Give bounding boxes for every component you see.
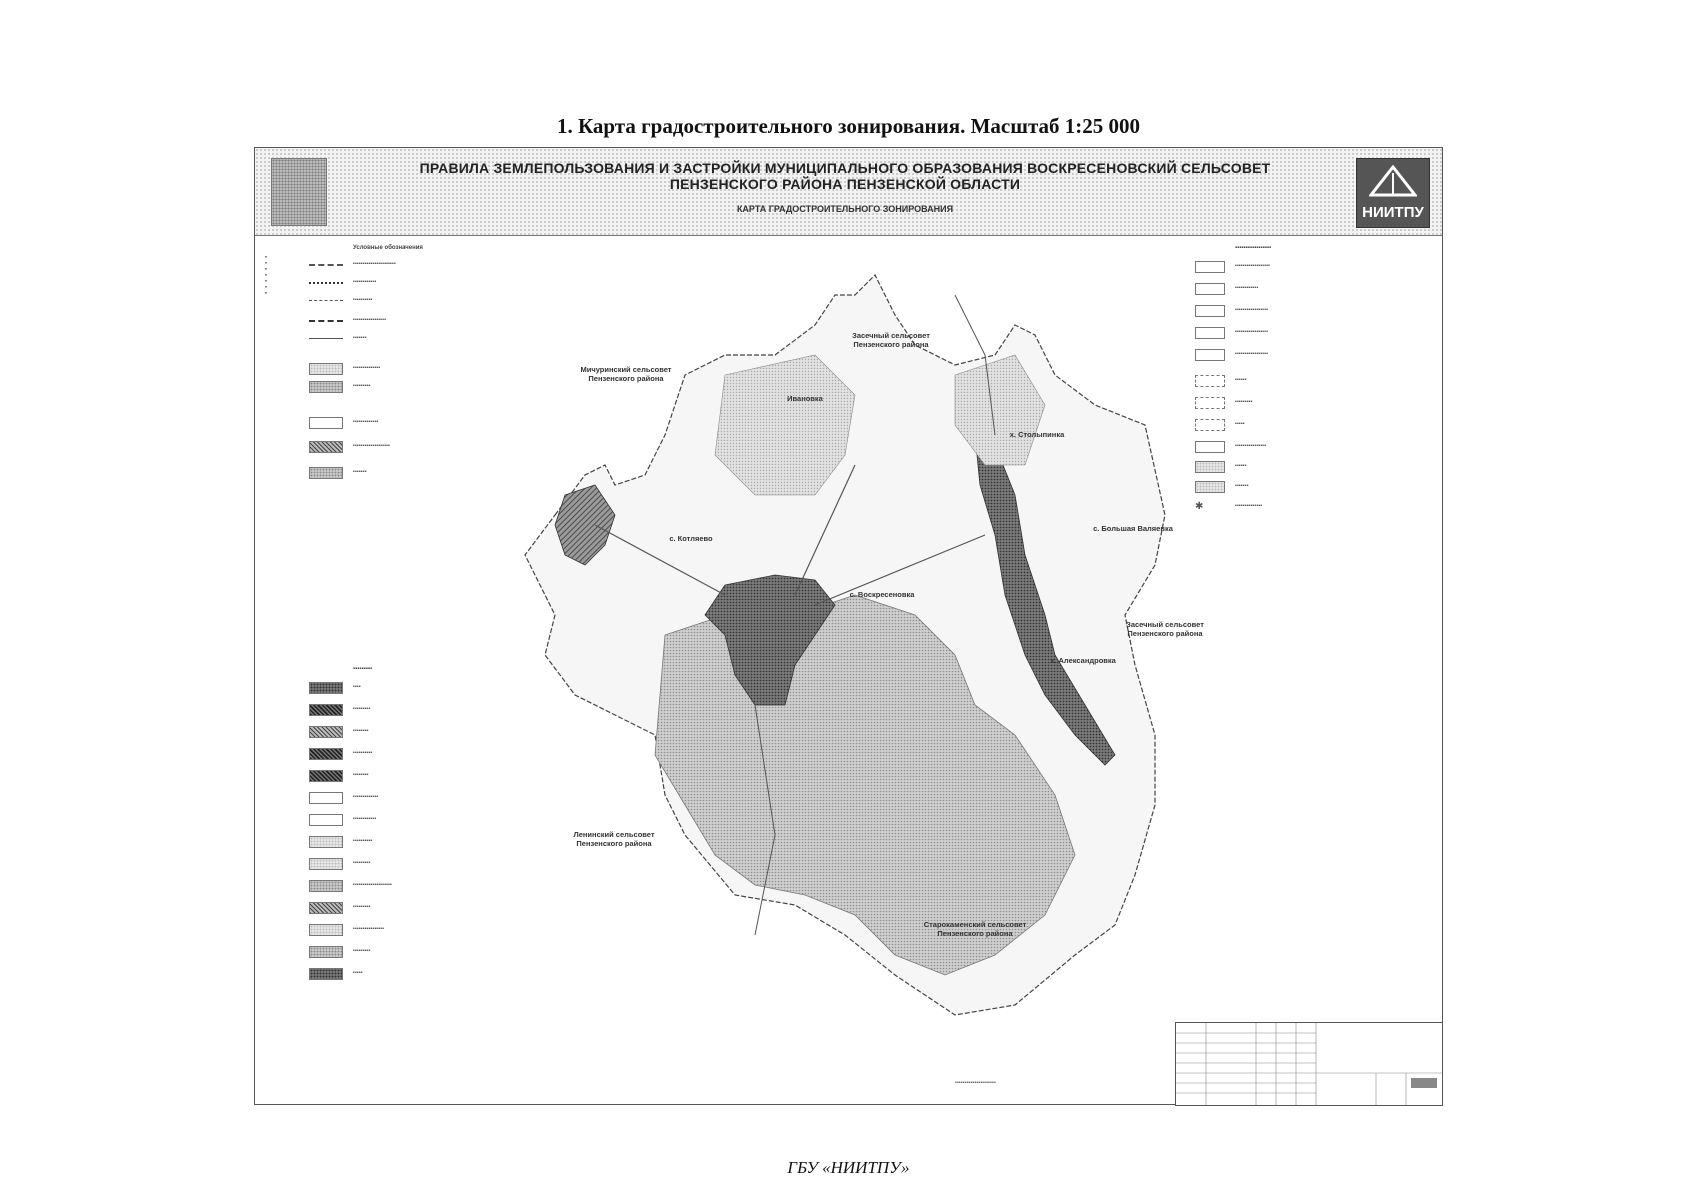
legend-label: ▪▪▪▪▪▪	[1235, 377, 1247, 383]
label-bolshaya-valyaevka: с. Большая Валяевка	[1093, 524, 1173, 533]
legend-label: ▪▪▪▪▪▪▪▪▪▪▪▪▪▪▪▪▪	[1235, 307, 1269, 313]
map-area	[255, 235, 1444, 1105]
coat-of-arms-icon	[271, 158, 327, 226]
sheet-title	[395, 160, 1295, 192]
legend-label: ▪▪▪▪▪▪▪▪▪▪▪▪▪▪▪▪	[1235, 443, 1267, 449]
legend-label: ▪▪▪▪▪▪▪	[1235, 483, 1249, 489]
legend-label: ▪▪▪▪▪▪▪▪▪	[353, 383, 371, 389]
legend-label: ▪▪▪▪▪▪▪▪▪	[353, 904, 371, 910]
legend-label: ▪▪▪▪▪▪	[1235, 463, 1247, 469]
legend-label: ▪▪▪▪▪▪▪▪▪▪▪▪▪▪▪▪▪	[1235, 329, 1269, 335]
legend-label: ▪▪▪▪▪▪▪▪▪	[353, 860, 371, 866]
legend-label: ▪▪▪▪▪▪▪▪	[353, 772, 369, 778]
legend-label: ▪▪▪▪▪	[353, 970, 363, 976]
legend-label: ▪▪▪▪▪▪▪▪▪	[353, 706, 371, 712]
label-ivanovka: Ивановка	[787, 394, 823, 403]
legend-label: ▪▪▪▪▪▪▪▪▪▪▪▪▪▪	[1235, 503, 1263, 509]
map-sheet	[254, 147, 1443, 1105]
legend-label: ▪▪▪▪▪▪▪▪▪▪▪▪▪▪▪▪▪▪▪▪▪▪	[353, 261, 396, 267]
legend-label: ▪▪▪▪▪▪▪▪▪▪▪▪	[1235, 285, 1259, 291]
legend-label: ▪▪▪▪▪▪▪▪▪▪	[353, 750, 373, 756]
legend-label: ▪▪▪▪▪▪▪▪▪▪	[353, 838, 373, 844]
legend-label: ▪▪▪▪▪▪▪	[353, 335, 367, 341]
legend-label: ▪▪▪▪▪▪▪▪▪▪▪▪▪▪▪▪▪▪▪	[353, 443, 391, 449]
legend-label: ▪▪▪▪▪▪▪▪▪▪▪▪▪	[353, 794, 379, 800]
legend-label: ▪▪▪▪▪▪▪▪▪▪▪▪▪▪▪▪▪▪	[1235, 263, 1271, 269]
legend-label: ▪▪▪▪▪▪▪▪▪▪	[353, 297, 373, 303]
legend-label: ▪▪▪▪▪▪▪▪▪	[353, 948, 371, 954]
legend-label: ▪▪▪▪▪▪▪▪▪▪▪▪▪	[353, 419, 379, 425]
legend-label: ▪▪▪▪▪▪▪	[353, 469, 367, 475]
label-starokamenka: Старокаменский сельсовет Пензенского района	[923, 920, 1027, 938]
label-voskresenovka: с. Воскресеновка	[849, 590, 915, 599]
legend-label: ▪▪▪▪▪▪▪▪	[353, 728, 369, 734]
label-zasechny-north: Засечный сельсовет Пензенского района	[852, 331, 930, 349]
label-leninsky: Ленинский сельсовет Пензенского района	[573, 830, 655, 848]
title-block	[1175, 1022, 1443, 1106]
label-aleksandrovka: х. Александровка	[1050, 656, 1116, 665]
label-stolypinka: х. Столыпинка	[1009, 430, 1065, 439]
legend-label: ▪▪▪▪▪▪▪▪▪▪▪▪▪▪	[353, 365, 381, 371]
label-kotlyaevo: с. Котляево	[669, 534, 713, 543]
legend-label: ▪▪▪▪▪▪▪▪▪▪▪▪▪▪▪▪▪▪▪▪	[353, 882, 392, 888]
page-title: 1. Карта градостроительного зонирования. Масштаб 1:25 000	[556, 114, 1141, 138]
legend-label: ▪▪▪▪▪	[1235, 421, 1245, 427]
sheet-side-note: ▪▪▪▪▪▪▪	[263, 253, 269, 295]
legend-label: ▪▪▪▪▪▪▪▪▪▪▪▪▪▪▪▪	[353, 926, 385, 932]
legend-label: ▪▪▪▪▪▪▪▪▪▪▪▪	[353, 279, 377, 285]
title-block-grid	[1176, 1023, 1442, 1105]
legend-swatch: ✱	[1195, 501, 1204, 512]
legend-zones-heading: ▪▪▪▪▪▪▪▪▪	[353, 666, 373, 672]
sheet-subtitle: КАРТА ГРАДОСТРОИТЕЛЬНОГО ЗОНИРОВАНИЯ	[736, 204, 954, 214]
footer-organization: ГБУ «НИИТПУ»	[787, 1158, 910, 1177]
institute-logo-icon	[1356, 158, 1430, 228]
label-michurinsky: Мичуринский сельсовет Пензенского района	[580, 365, 672, 383]
legend-right-heading: ▪▪▪▪▪▪▪▪▪▪▪▪▪▪▪▪▪	[1235, 245, 1272, 251]
legend-heading: Условные обозначения	[353, 245, 423, 251]
legend-label: ▪▪▪▪▪▪▪▪▪▪▪▪	[353, 816, 377, 822]
boundary-note: ▪▪▪▪▪▪▪▪▪▪▪▪▪▪▪▪▪▪▪▪▪	[955, 1080, 996, 1086]
legend-label: ▪▪▪▪▪▪▪▪▪	[1235, 399, 1253, 405]
sheet-title-line2: ПЕНЗЕНСКОГО РАЙОНА ПЕНЗЕНСКОЙ ОБЛАСТИ	[669, 176, 1021, 192]
sheet-title-line1: ПРАВИЛА ЗЕМЛЕПОЛЬЗОВАНИЯ И ЗАСТРОЙКИ МУНИЦИПАЛЬНОГО ОБРАЗОВАНИЯ ВОСКРЕСЕНОВСКИЙ СЕЛЬСОВЕТ	[419, 160, 1271, 176]
label-zasechny-east: Засечный сельсовет Пензенского района	[1126, 620, 1204, 638]
logo-text: НИИТПУ	[1362, 204, 1424, 221]
legend-label: ▪▪▪▪▪▪▪▪▪▪▪▪▪▪▪▪▪	[1235, 351, 1269, 357]
legend-label: ▪▪▪▪	[353, 684, 361, 690]
legend-label: ▪▪▪▪▪▪▪▪▪▪▪▪▪▪▪▪▪	[353, 317, 387, 323]
sheet-header	[255, 148, 1442, 236]
